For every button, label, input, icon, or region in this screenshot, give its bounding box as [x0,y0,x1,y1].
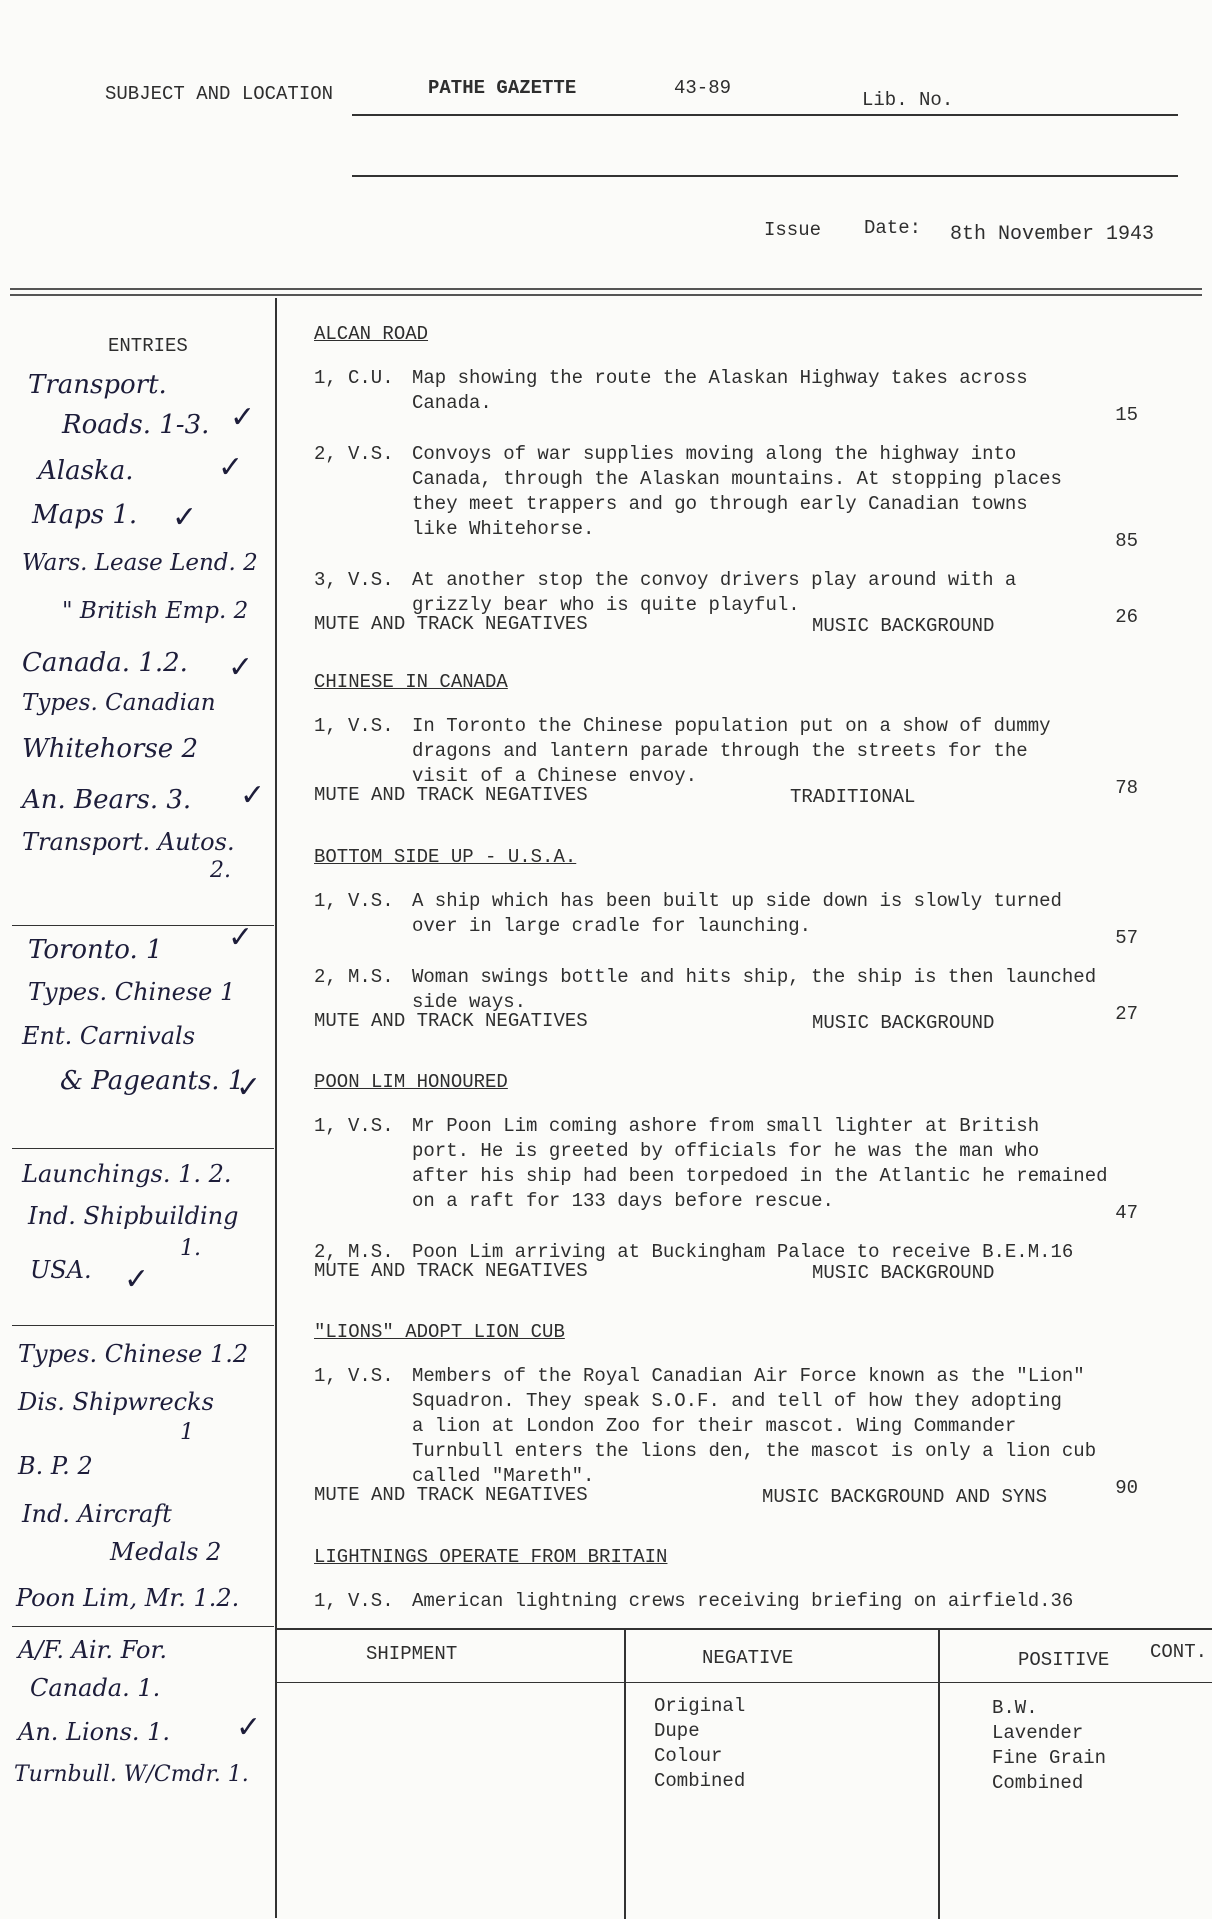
shot-description-line: on a raft for 133 days before rescue. [412,1190,834,1212]
shot-description-line: Squadron. They speak S.O.F. and tell of how they adopting [412,1390,1062,1412]
check-mark-icon: ✓ [236,1710,262,1745]
shot-type: V.S. [348,890,394,912]
positive-option: Fine Grain [992,1747,1107,1769]
handwritten-entry: Medals 2 [110,1538,222,1566]
shot-footage: 57 [1115,927,1138,949]
top-rule-a [10,288,1202,290]
shot-type: M.S. [348,966,394,988]
footer-divider-1 [624,1628,626,1919]
shot-number: 1, [314,1365,337,1387]
handwritten-entry: Canada. 1. [30,1674,161,1702]
handwritten-entry: Types. Canadian [22,690,216,716]
check-mark-icon: ✓ [240,778,266,813]
shipment-label: SHIPMENT [366,1643,458,1665]
shot-description-line: like Whitehorse. [412,518,595,540]
handwritten-entry: Wars. Lease Lend. 2 [22,550,258,576]
shot-number: 2, [314,443,337,465]
footer-divider-2 [938,1628,940,1919]
subject-line-2 [352,175,1178,177]
shot-description-line: A ship which has been built up side down is slowly turned [412,890,1062,912]
negative-label: NEGATIVE [702,1647,794,1669]
shot-description-line: Canada. [412,392,492,414]
shot-description-line: side ways. [412,991,527,1013]
shot-number: 1, [314,890,337,912]
check-mark-icon: ✓ [228,920,254,955]
sound-label: MUSIC BACKGROUND [812,615,995,637]
mute-track-label: MUTE AND TRACK NEGATIVES [314,1010,588,1032]
shot-description-line: port. He is greeted by officials for he was the man who [412,1140,1040,1162]
shot-type: V.S. [348,443,394,465]
shot-type: V.S. [348,1365,394,1387]
positive-option: Combined [992,1772,1084,1794]
mute-track-label: MUTE AND TRACK NEGATIVES [314,784,588,806]
handwritten-entry: An. Lions. 1. [18,1718,171,1746]
handwritten-entry: Ind. Shipbuilding [28,1202,239,1230]
shot-type: C.U. [348,367,394,389]
mute-track-label: MUTE AND TRACK NEGATIVES [314,1260,588,1282]
subject-label: SUBJECT AND LOCATION [105,83,334,105]
story-title: CHINESE IN CANADA [314,671,508,693]
footer-header-rule [276,1682,1212,1683]
shot-number: 1, [314,1115,337,1137]
shot-description-line: Poon Lim arriving at Buckingham Palace to receive B.E.M.16 [412,1241,1074,1263]
sound-label: MUSIC BACKGROUND [812,1012,995,1034]
shot-description-line: called "Mareth". [412,1465,595,1487]
handwritten-entry: Dis. Shipwrecks [18,1388,214,1416]
handwritten-entry: Poon Lim, Mr. 1.2. [16,1584,240,1612]
positive-option: B.W. [992,1697,1038,1719]
shot-description-line: American lightning crews receiving briefing on airfield.36 [412,1590,1074,1612]
shot-footage: 85 [1115,530,1138,552]
shot-description-line: dragons and lantern parade through the streets for the [412,740,1028,762]
handwritten-entry: Maps 1. [32,500,138,530]
subject-line-1 [352,114,1178,116]
handwritten-entry: Transport. [28,370,167,400]
handwritten-entry: Toronto. 1 [28,935,163,965]
story-title: "LIONS" ADOPT LION CUB [314,1321,565,1343]
entries-column-divider [275,298,277,1918]
lib-no-label: Lib. No. [862,89,954,111]
shot-description-line: Mr Poon Lim coming ashore from small lighter at British [412,1115,1040,1137]
shot-description-line: grizzly bear who is quite playful. [412,594,800,616]
check-mark-icon: ✓ [172,500,198,535]
shot-description-line: Map showing the route the Alaskan Highway takes across [412,367,1028,389]
check-mark-icon: ✓ [228,650,254,685]
shot-description-line: Convoys of war supplies moving along the highway into [412,443,1017,465]
shot-number: 2, [314,966,337,988]
handwritten-entry: An. Bears. 3. [22,785,192,815]
check-mark-icon: ✓ [236,1070,262,1105]
handwritten-entry: Canada. 1.2. [22,648,188,678]
handwritten-entry: USA. [30,1256,92,1284]
story-title: POON LIM HONOURED [314,1071,508,1093]
handwritten-entry: Roads. 1-3. [62,410,210,440]
shot-number: 1, [314,1590,337,1612]
sound-label: MUSIC BACKGROUND [812,1262,995,1284]
handwritten-entry: Ind. Aircraft [22,1500,172,1528]
shot-description-line: At another stop the convoy drivers play around with a [412,569,1017,591]
reel-code: 43-89 [674,77,732,99]
handwritten-entry: Turnbull. W/Cmdr. 1. [14,1762,249,1787]
shot-number: 1, [314,715,337,737]
shot-description-line: Woman swings bottle and hits ship, the ship is then launched [412,966,1097,988]
shot-type: V.S. [348,715,394,737]
entries-divider-2 [12,1148,274,1149]
shot-number: 1, [314,367,337,389]
shot-description-line: a lion at London Zoo for their mascot. Wing Commander [412,1415,1017,1437]
mute-track-label: MUTE AND TRACK NEGATIVES [314,1484,588,1506]
negative-option: Combined [654,1770,746,1792]
handwritten-entry: " British Emp. 2 [62,598,249,624]
handwritten-entry: 1 [180,1420,194,1445]
shot-type: V.S. [348,569,394,591]
handwritten-entry: B. P. 2 [18,1452,93,1480]
handwritten-entry: Alaska. [38,456,134,486]
shot-description-line: In Toronto the Chinese population put on a show of dummy [412,715,1051,737]
shot-footage: 78 [1115,777,1138,799]
shot-description-line: they meet trappers and go through early Canadian towns [412,493,1028,515]
shot-type: V.S. [348,1115,394,1137]
entries-label: ENTRIES [108,335,188,357]
handwritten-entry: 1. [180,1236,201,1261]
shot-type: M.S. [348,1241,394,1263]
entries-divider-4 [12,1626,274,1627]
shot-footage: 27 [1115,1003,1138,1025]
handwritten-entry: Ent. Carnivals [22,1022,196,1050]
shot-description-line: over in large cradle for launching. [412,915,812,937]
handwritten-entry: Transport. Autos. [22,828,235,856]
story-title: ALCAN ROAD [314,323,429,345]
handwritten-entry: Types. Chinese 1.2 [18,1340,249,1368]
shot-footage: 26 [1115,606,1138,628]
story-title: BOTTOM SIDE UP - U.S.A. [314,846,577,868]
gazette-title: PATHE GAZETTE [428,77,577,99]
negative-option: Dupe [654,1720,700,1742]
handwritten-entry: A/F. Air. For. [18,1636,167,1664]
handwritten-entry: & Pageants. 1 [60,1066,245,1096]
negative-option: Colour [654,1745,723,1767]
shot-description-line: after his ship had been torpedoed in the Atlantic he remained [412,1165,1108,1187]
shot-type: V.S. [348,1590,394,1612]
handwritten-entry: Types. Chinese 1 [28,978,236,1006]
handwritten-entry: Launchings. 1. 2. [22,1160,232,1188]
story-title: LIGHTNINGS OPERATE FROM BRITAIN [314,1546,668,1568]
positive-label: POSITIVE [1018,1649,1110,1671]
shot-footage: 15 [1115,404,1138,426]
shot-description-line: visit of a Chinese envoy. [412,765,698,787]
shot-description-line: Turnbull enters the lions den, the mascot is only a lion cub [412,1440,1097,1462]
sound-label: TRADITIONAL [790,786,916,808]
shot-description-line: Members of the Royal Canadian Air Force known as the "Lion" [412,1365,1085,1387]
shot-footage: 90 [1115,1477,1138,1499]
shot-number: 2, [314,1241,337,1263]
negative-option: Original [654,1695,746,1717]
footer-top-rule [276,1628,1212,1630]
shot-footage: 47 [1115,1202,1138,1224]
date-label: Date: [864,217,922,239]
top-rule-b [10,294,1202,296]
sound-label: MUSIC BACKGROUND AND SYNS [762,1486,1048,1508]
positive-option: Lavender [992,1722,1084,1744]
issue-label: Issue [764,219,822,241]
shot-description-line: Canada, through the Alaskan mountains. At stopping places [412,468,1062,490]
shot-number: 3, [314,569,337,591]
check-mark-icon: ✓ [124,1262,150,1297]
handwritten-entry: 2. [210,858,231,883]
issue-date: 8th November 1943 [950,223,1155,246]
handwritten-entry: Whitehorse 2 [22,734,198,764]
cont-label: CONT. [1150,1641,1208,1663]
check-mark-icon: ✓ [218,450,244,485]
mute-track-label: MUTE AND TRACK NEGATIVES [314,613,588,635]
check-mark-icon: ✓ [230,400,256,435]
entries-divider-3 [12,1325,274,1326]
